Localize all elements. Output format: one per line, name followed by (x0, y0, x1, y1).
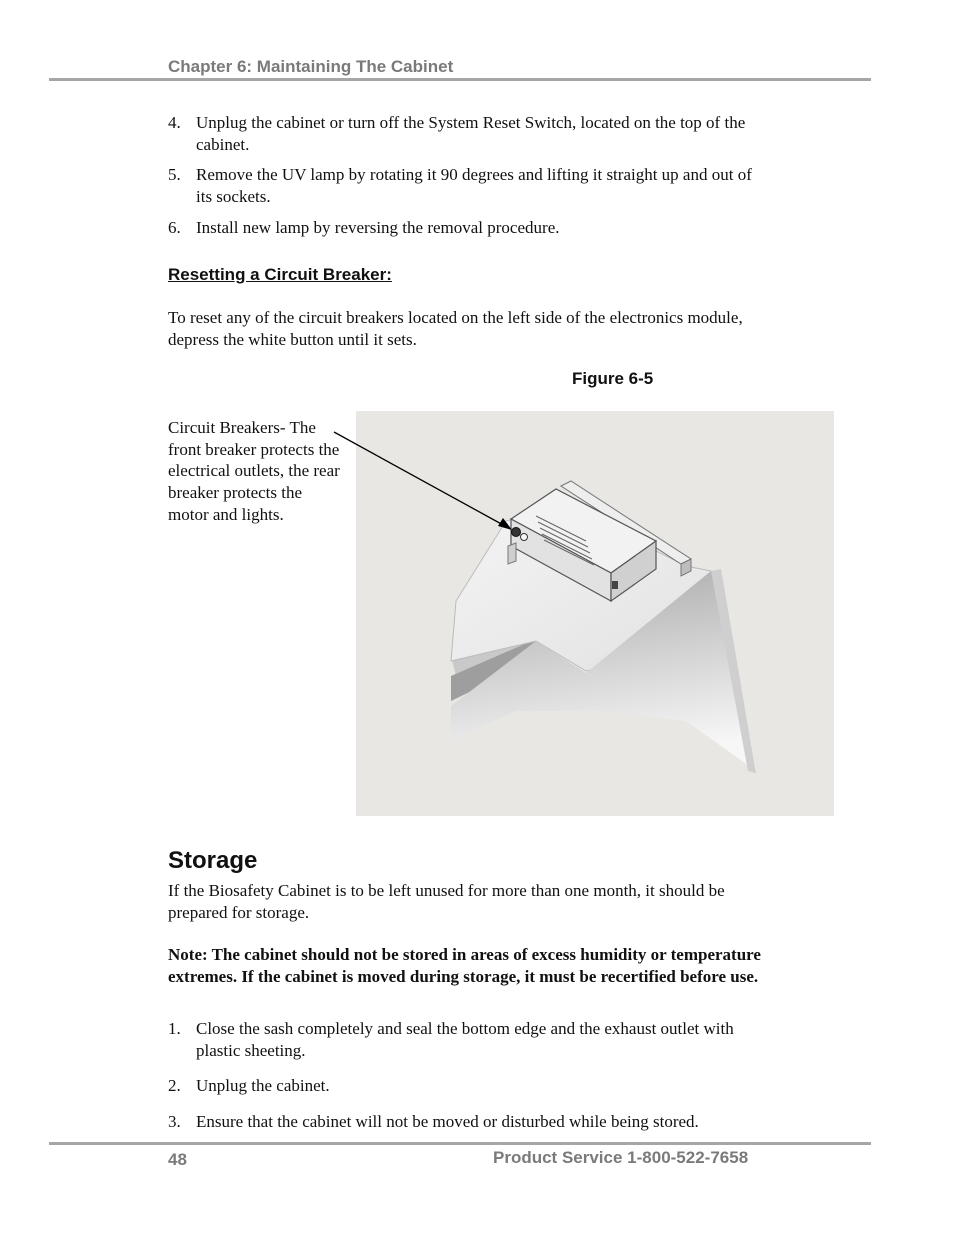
list-text: Ensure that the cabinet will not be moved or disturbed while being stored. (196, 1112, 699, 1131)
list-item (168, 1111, 768, 1133)
list-text: Close the sash completely and seal the bottom edge and the exhaust outlet with plastic sheeting. (196, 1019, 734, 1060)
list-text: Install new lamp by reversing the removal procedure. (196, 218, 560, 237)
page-number: 48 (168, 1150, 187, 1169)
section-subheading: Resetting a Circuit Breaker: (168, 265, 392, 284)
list-number: 3. (168, 1112, 181, 1131)
list-number: 1. (168, 1019, 181, 1038)
figure-caption: Circuit Breakers- The front breaker protects the electrical outlets, the rear breaker protects the motor and lights. (168, 418, 340, 524)
list-number: 5. (168, 165, 181, 184)
list-item (168, 1075, 768, 1097)
list-number: 6. (168, 218, 181, 237)
footer-service-line: Product Service 1-800-522-7658 (493, 1148, 749, 1167)
list-text: Unplug the cabinet. (196, 1076, 330, 1095)
list-text: Unplug the cabinet or turn off the System Reset Switch, located on the top of the cabinet. (196, 113, 746, 154)
list-number: 4. (168, 113, 181, 132)
list-number: 2. (168, 1076, 181, 1095)
section-heading: Storage (168, 847, 258, 874)
list-item (168, 1018, 768, 1062)
figure-label: Figure 6-5 (572, 369, 654, 388)
list-text: Remove the UV lamp by rotating it 90 degrees and lifting it straight up and out of its sockets. (196, 165, 752, 206)
running-header: Chapter 6: Maintaining The Cabinet (168, 57, 454, 76)
storage-intro: If the Biosafety Cabinet is to be left unused for more than one month, it should be prepared for storage. (168, 881, 725, 922)
breaker-paragraph: To reset any of the circuit breakers located on the left side of the electronics module, depress the white button until it sets. (168, 308, 743, 349)
footer-rule (49, 1142, 871, 1145)
storage-note: Note: The cabinet should not be stored in areas of excess humidity or temperature extremes. If the cabinet is moved during storage, it must be recertified before use. (168, 945, 761, 986)
